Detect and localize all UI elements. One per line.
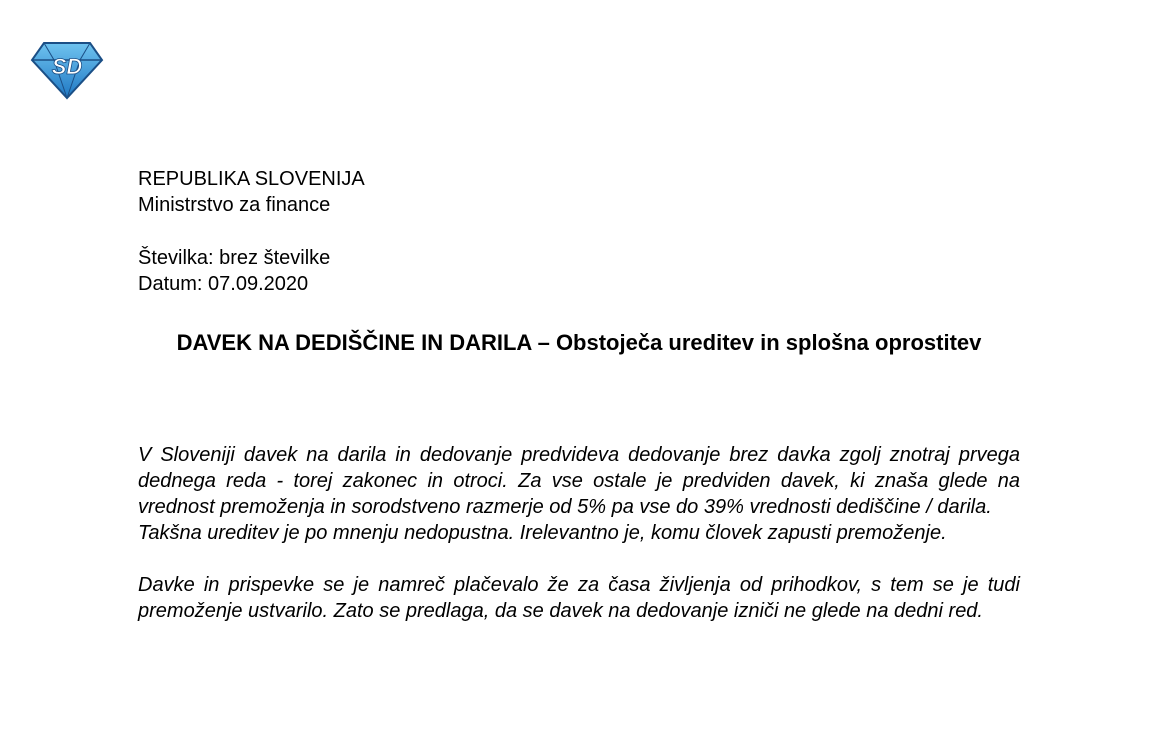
issuer-ministry: Ministrstvo za finance bbox=[138, 194, 331, 216]
paragraph: Takšna ureditev je po mnenju nedopustna. Irelevantno je, komu človek zapusti premoženje. bbox=[138, 522, 947, 544]
sd-logo bbox=[30, 40, 104, 100]
document-date: Datum: 07.09.2020 bbox=[138, 273, 309, 295]
issuer-country: REPUBLIKA SLOVENIJA bbox=[138, 168, 365, 190]
document-meta bbox=[138, 245, 330, 297]
logo-letters: SD bbox=[51, 54, 83, 79]
document-number: Številka: brez številke bbox=[138, 247, 331, 269]
sd-diamond-logo-icon bbox=[30, 40, 104, 100]
paragraph: Davke in prispevke se je namreč plačevalo že za časa življenja od prihodkov, s tem se je tudi premoženje ustvarilo. Zato se predlaga, da se davek na dedovanje izniči ne glede na dedni red. bbox=[138, 574, 1020, 622]
paragraph: V Sloveniji davek na darila in dedovanje predvideva dedovanje brez davka zgolj znotraj prvega dednega reda - torej zakonec in otroci. Za vse ostale je predviden davek, ki znaša glede na vrednost premoženja in sorodstveno razmerje od 5% pa vse do 39% vrednosti dediščine / darila. bbox=[138, 444, 1020, 518]
document-body bbox=[138, 442, 1020, 624]
document-title: DAVEK NA DEDIŠČINE IN DARILA – Obstoječa ureditev in splošna oprostitev bbox=[176, 330, 982, 355]
issuer-header bbox=[138, 166, 365, 218]
